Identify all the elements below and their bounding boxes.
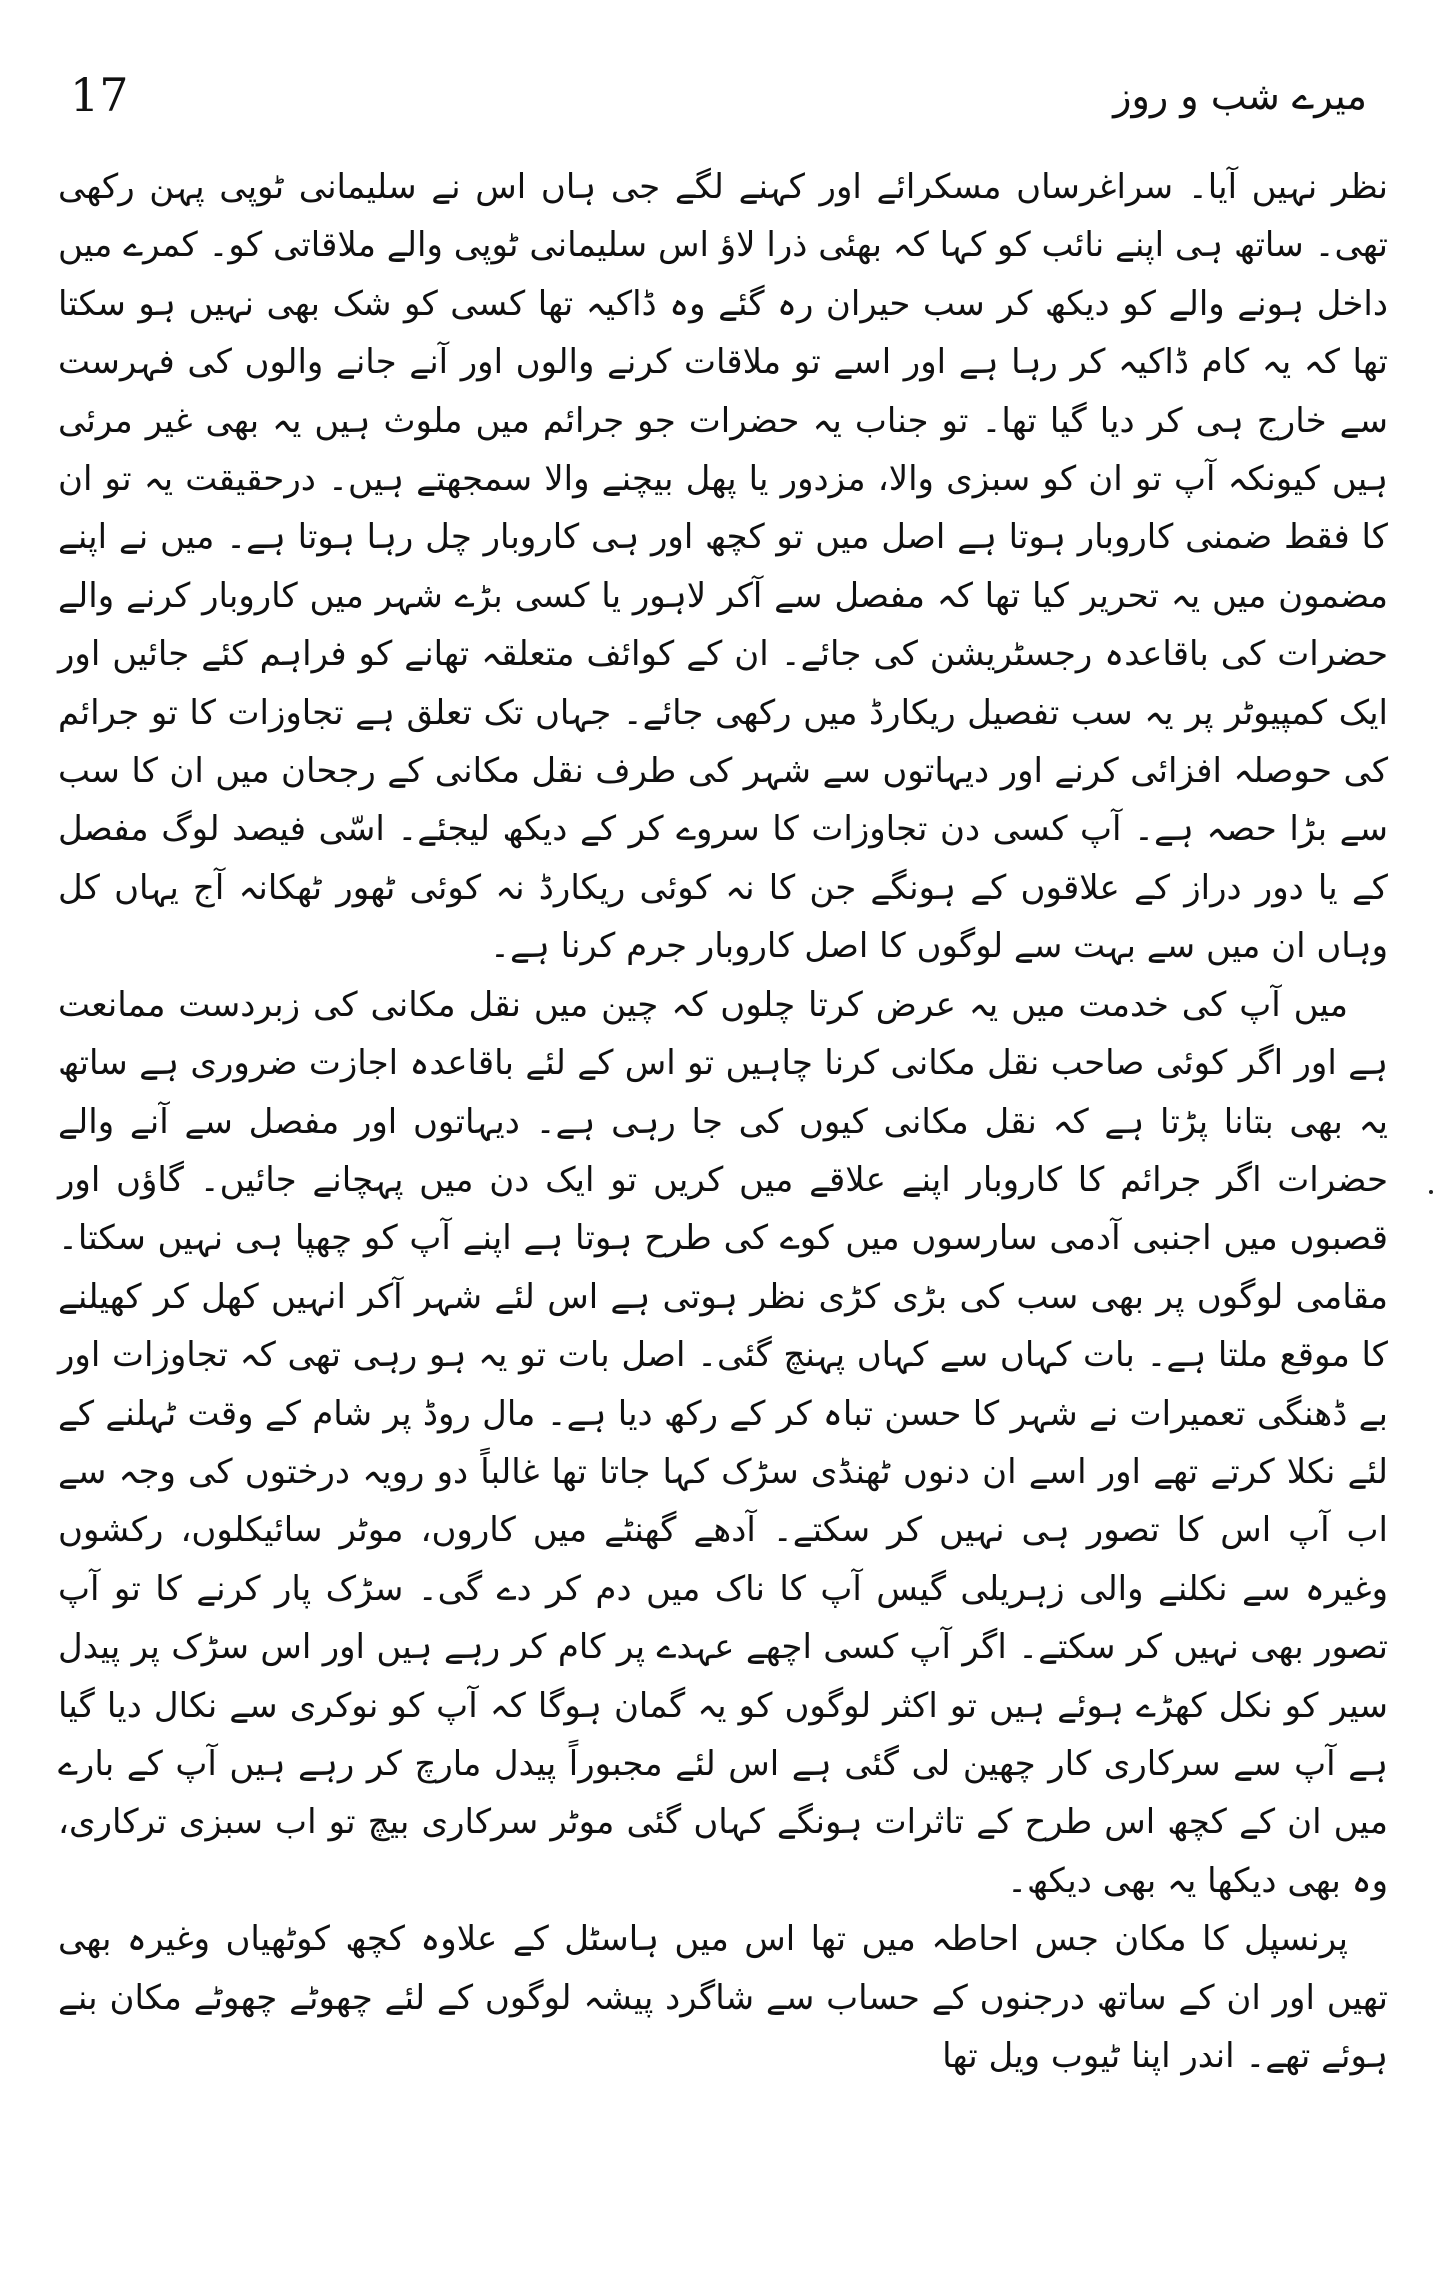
running-title: میرے شب و روز xyxy=(1113,74,1367,118)
paragraph-1: نظر نہیں آیا۔ سراغرساں مسکرائے اور کہنے لگے جی ہاں اس نے سلیمانی ٹوپی پہن رکھی تھی۔ ساتھ ہی اپنے نائب کو کہا کہ بھئی ذرا لاؤ اس سلیمانی ٹوپی والے ملاقاتی کو۔ کمرے میں داخل ہونے والے کو دیکھ کر سب حیران رہ گئے وہ ڈاکیہ تھا کسی کو شک بھی نہیں ہو سکتا تھا کہ یہ کام ڈاکیہ کر رہا ہے اور اسے تو ملاقات کرنے والوں اور آنے جانے والوں کی فہرست سے خارج ہی کر دیا گیا تھا۔ تو جناب یہ حضرات جو جرائم میں ملوث ہیں یہ بھی غیر مرئی ہیں کیونکہ آپ تو ان کو سبزی والا، مزدور یا پھل بیچنے والا سمجھتے ہیں۔ درحقیقت یہ تو ان کا فقط ضمنی کاروبار ہوتا ہے اصل میں تو کچھ اور ہی کاروبار چل رہا ہوتا ہے۔ میں نے اپنے مضمون میں یہ تحریر کیا تھا کہ مفصل سے آکر لاہور یا کسی بڑے شہر میں کاروبار کرنے والے حضرات کی باقاعدہ رجسٹریشن کی جائے۔ ان کے کوائف متعلقہ تھانے کو فراہم کئے جائیں اور ایک کمپیوٹر پر یہ سب تفصیل ریکارڈ میں رکھی جائے۔ جہاں تک تعلق ہے تجاوزات کا تو جرائم کی حوصلہ افزائی کرنے اور دیہاتوں سے شہر کی طرف نقل مکانی کے رجحان میں ان کا سب سے بڑا حصہ ہے۔ آپ کسی دن تجاوزات کا سروے کر کے دیکھ لیجئے۔ اسّی فیصد لوگ مفصل کے یا دور دراز کے علاقوں کے ہونگے جن کا نہ کوئی ریکارڈ نہ کوئی ٹھور ٹھکانہ آج یہاں کل وہاں ان میں سے بہت سے لوگوں کا اصل کاروبار جرم کرنا ہے۔ xyxy=(58,167,1389,967)
page-number: 17 xyxy=(70,68,129,122)
page-body xyxy=(58,158,1388,2085)
margin-dot-mark xyxy=(1429,1190,1433,1194)
paragraph-2: میں آپ کی خدمت میں یہ عرض کرتا چلوں کہ چین میں نقل مکانی کی زبردست ممانعت ہے اور اگر کوئی صاحب نقل مکانی کرنا چاہیں تو اس کے لئے باقاعدہ اجازت ضروری ہے ساتھ یہ بھی بتانا پڑتا ہے کہ نقل مکانی کیوں کی جا رہی ہے۔ دیہاتوں اور مفصل سے آنے والے حضرات اگر جرائم کا کاروبار اپنے علاقے میں کریں تو ایک دن میں پہچانے جائیں۔ گاؤں اور قصبوں میں اجنبی آدمی سارسوں میں کوے کی طرح ہوتا ہے اپنے آپ کو چھپا ہی نہیں سکتا۔ مقامی لوگوں پر بھی سب کی بڑی کڑی نظر ہوتی ہے اس لئے شہر آکر انہیں کھل کر کھیلنے کا موقع ملتا ہے۔ بات کہاں سے کہاں پہنچ گئی۔ اصل بات تو یہ ہو رہی تھی کہ تجاوزات اور بے ڈھنگی تعمیرات نے شہر کا حسن تباہ کر کے رکھ دیا ہے۔ مال روڈ پر شام کے وقت ٹہلنے کے لئے نکلا کرتے تھے اور اسے ان دنوں ٹھنڈی سڑک کہا جاتا تھا غالباً دو رویہ درختوں کی وجہ سے اب آپ اس کا تصور ہی نہیں کر سکتے۔ آدھے گھنٹے میں کاروں، موٹر سائیکلوں، رکشوں وغیرہ سے نکلنے والی زہریلی گیس آپ کا ناک میں دم کر دے گی۔ سڑک پار کرنے کا تو آپ تصور بھی نہیں کر سکتے۔ اگر آپ کسی اچھے عہدے پر کام کر رہے ہیں اور اس سڑک پر پیدل سیر کو نکل کھڑے ہوئے ہیں تو اکثر لوگوں کو یہ گمان ہوگا کہ آپ کو نوکری سے نکال دیا گیا ہے آپ سے سرکاری کار چھین لی گئی ہے اس لئے مجبوراً پیدل مارچ کر رہے ہیں آپ کے بارے میں ان کے کچھ اس طرح کے تاثرات ہونگے کہاں گئی موٹر سرکاری بیچ تو اب سبزی ترکاری، وہ بھی دیکھا یہ بھی دیکھ۔ xyxy=(58,984,1388,1901)
paragraph-3: پرنسپل کا مکان جس احاطہ میں تھا اس میں ہاسٹل کے علاوہ کچھ کوٹھیاں وغیرہ بھی تھیں اور ان کے ساتھ درجنوں کے حساب سے شاگرد پیشہ لوگوں کے لئے چھوٹے چھوٹے مکان بنے ہوئے تھے۔ اندر اپنا ٹیوب ویل تھا xyxy=(58,1919,1388,2076)
